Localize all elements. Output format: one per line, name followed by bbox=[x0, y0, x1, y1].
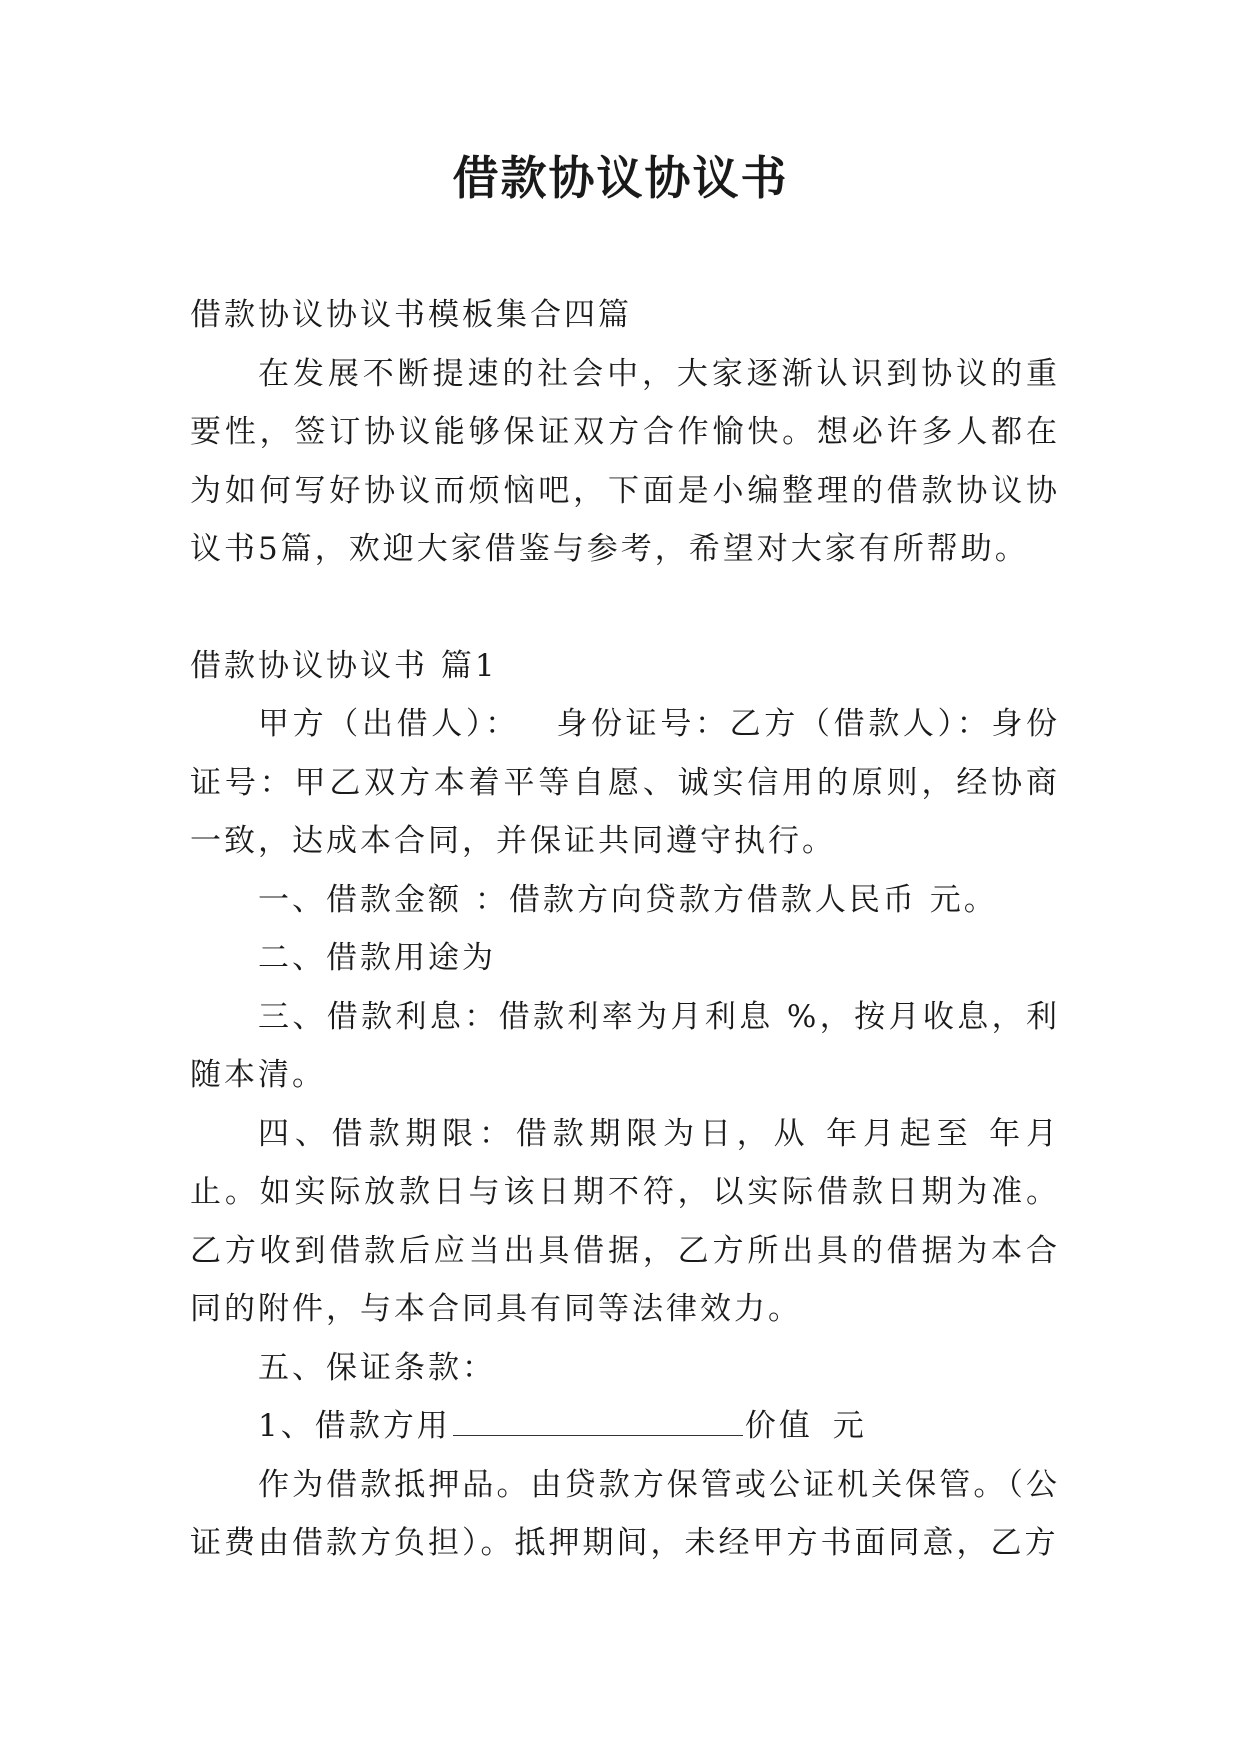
clause-term: 四、借款期限：借款期限为日，从 年月起至 年月止。如实际放款日与该日期不符，以实际借款日期为准。乙方收到借款后应当出具借据，乙方所出具的借据为本合同的附件，与本合同具有同等法律效力。 bbox=[190, 1115, 1060, 1327]
collateral-value-unit: 元 bbox=[832, 1408, 867, 1444]
collateral-value-label: 价值 bbox=[744, 1408, 813, 1444]
collateral-item-prefix: 1、借款方用 bbox=[258, 1408, 451, 1444]
clause-amount: 一、借款金额 ：借款方向贷款方借款人民币 元。 bbox=[258, 881, 998, 918]
clause-interest: 三、借款利息：借款利率为月利息 %，按月收息，利随本清。 bbox=[190, 998, 1060, 1093]
section-heading: 借款协议协议书 篇1 bbox=[190, 647, 498, 684]
clause-purpose: 二、借款用途为 bbox=[258, 940, 496, 976]
collateral-blank-line bbox=[453, 1405, 743, 1436]
collateral-paragraph: 作为借款抵押品。由贷款方保管或公证机关保管。（公证费由借款方负担）。抵押期间，未经甲方书面同意，乙方 bbox=[190, 1466, 1060, 1561]
party-b-text: 身份证号：乙方（借款人）：身份证号：甲乙双方本着平等自愿、诚实信用的原则，经协商一致，达成本合同，并保证共同遵守执行。 bbox=[190, 706, 1060, 859]
parties-paragraph bbox=[190, 695, 1060, 871]
document-subtitle: 借款协议协议书模板集合四篇 bbox=[190, 297, 632, 333]
intro-paragraph: 在发展不断提速的社会中，大家逐渐认识到协议的重要性，签订协议能够保证双方合作愉快。想必许多人都在为如何写好协议而烦恼吧，下面是小编整理的借款协议协议书5篇，欢迎大家借鉴与参考，希望对大家有所帮助。 bbox=[190, 355, 1060, 567]
party-a-label: 甲方（出借人）： bbox=[258, 706, 520, 742]
collateral-item bbox=[190, 1397, 1060, 1456]
clause-guarantee: 五、保证条款： bbox=[258, 1349, 496, 1386]
document-title: 借款协议协议书 bbox=[452, 151, 789, 205]
document-body bbox=[190, 286, 1060, 1573]
